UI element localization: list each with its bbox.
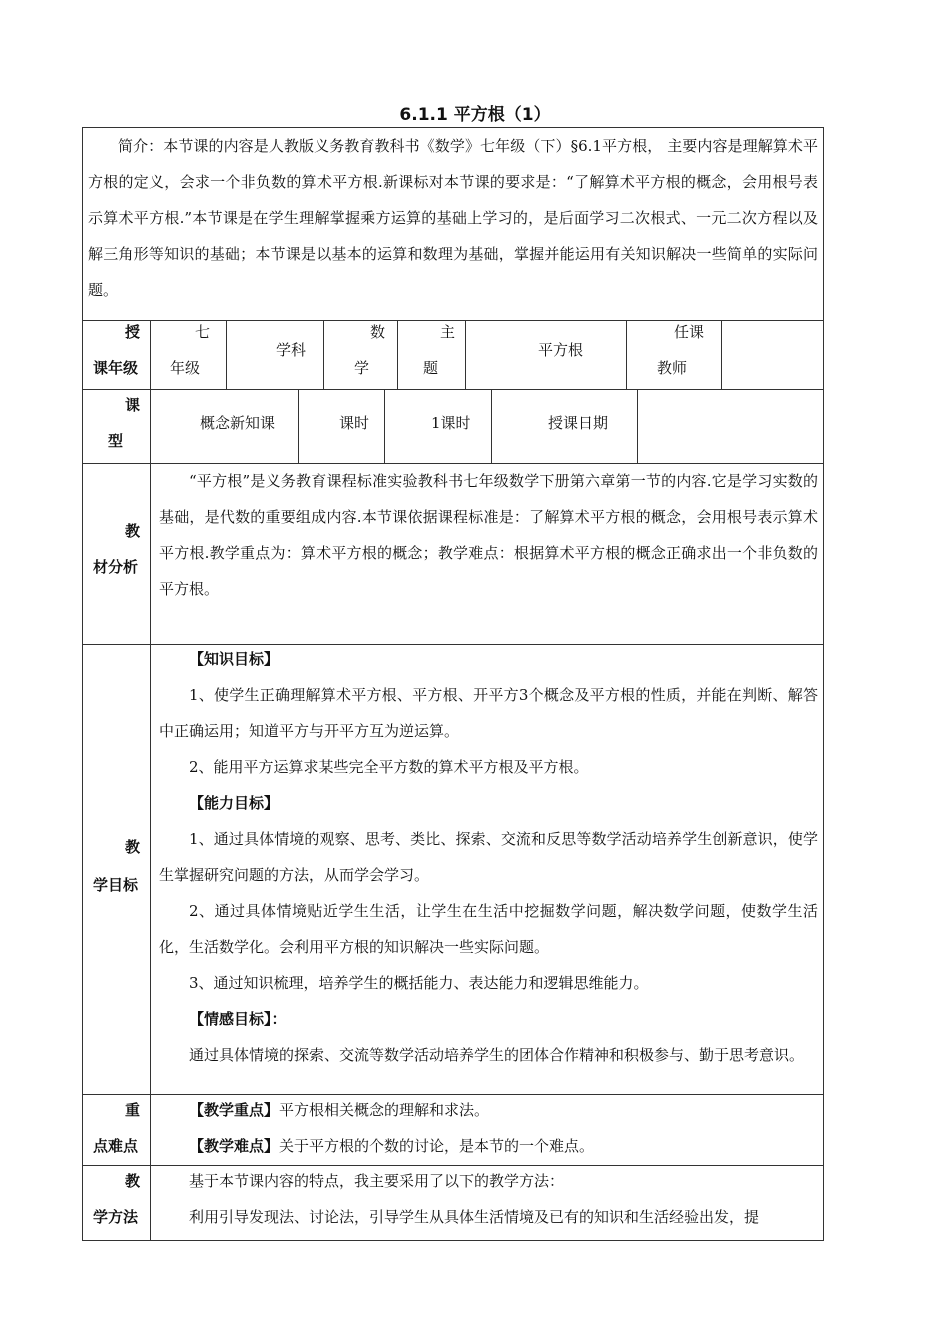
emotion-heading: 【情感目标】： [189, 1010, 287, 1028]
analysis-text [159, 463, 818, 607]
grade-value-line2: 年级 [170, 359, 201, 377]
grade-label-line1: 授 [125, 323, 141, 341]
keypoints-label-line2: 点难点 [93, 1137, 139, 1155]
keypoints-label-line1: 重 [125, 1101, 141, 1119]
lesson-type-value: 概念新知课 [200, 414, 276, 432]
emotion-item-1: 通过具体情境的探索、交流等数学活动培养学生的团体合作精神和积极参与、勤于思考意识。 [189, 1046, 805, 1064]
ability-item-3: 3、通过知识梳理，培养学生的概括能力、表达能力和逻辑思维能力。 [189, 974, 649, 992]
grade-value-line1: 七 [195, 323, 211, 341]
focus-text: 平方根相关概念的理解和求法。 [279, 1101, 490, 1119]
focus-heading: 【教学重点】 [189, 1101, 280, 1119]
subject-label: 学科 [276, 341, 307, 359]
knowledge-item-2: 2、能用平方运算求某些完全平方数的算术平方根及平方根。 [189, 758, 589, 776]
objectives-label-line2: 学目标 [93, 876, 139, 894]
methods-line-1: 基于本节课内容的特点，我主要采用了以下的教学方法： [189, 1172, 565, 1190]
subject-value-line1: 数 [370, 323, 386, 341]
type-label-line2: 型 [108, 432, 124, 450]
difficulty-line [189, 1128, 594, 1164]
topic-label-line1: 主 [440, 323, 456, 341]
grade-label-line2: 课年级 [93, 359, 139, 377]
intro-paragraph: 简介：本节课的内容是人教版义务教育教科书《数学》七年级（下）§6.1平方根， 主要内容是理解算术平方根的定义，会求一个非负数的算术平方根.新课标对本节课的要求是：“了解算术平方根的概念，会用根号表示算术平方根.”本节课是在学生理解掌握乘方运算的基础上学习的，是后面学习二次根式、一元二次方程以及解三角形等知识的基础；本节课是以基本的运算和数理为基础，掌握并能运用有关知识解决一些简单的实际问题。 [88, 137, 818, 299]
analysis-label-line1: 教 [125, 522, 141, 540]
difficulty-heading: 【教学难点】 [189, 1137, 280, 1155]
analysis-paragraph: “平方根”是义务教育课程标准实验教科书七年级数学下册第六章第一节的内容.它是学习实数的基础，是代数的重要组成内容.本节课依据课程标准是：了解算术平方根的概念，会用根号表示算术平方根.教学重点为：算术平方根的概念；教学难点：根据算术平方根的概念正确求出一个非负数的平方根。 [159, 472, 818, 598]
objectives-text [159, 641, 818, 1073]
subject-value-line2: 学 [354, 359, 370, 377]
ability-item-2: 2、通过具体情境贴近学生生活，让学生在生活中挖掘数学问题，解决数学问题，使数学生活化，生活数学化。会利用平方根的知识解决一些实际问题。 [159, 902, 818, 956]
topic-value: 平方根 [538, 341, 584, 359]
objectives-label-line1: 教 [125, 838, 141, 856]
difficulty-text: 关于平方根的个数的讨论，是本节的一个难点。 [279, 1137, 595, 1155]
teacher-label-line1: 任课 [674, 323, 705, 341]
methods-label-line1: 教 [125, 1172, 141, 1190]
topic-label-line2: 题 [423, 359, 439, 377]
methods-label-line2: 学方法 [93, 1208, 139, 1226]
teacher-label-line2: 教师 [657, 359, 688, 377]
methods-line-2: 利用引导发现法、讨论法，引导学生从具体生活情境及已有的知识和生活经验出发，提 [189, 1208, 760, 1226]
focus-line [189, 1092, 489, 1128]
analysis-label-line2: 材分析 [93, 558, 139, 576]
hours-label: 课时 [339, 414, 370, 432]
date-label: 授课日期 [548, 414, 609, 432]
intro-text [88, 128, 818, 308]
page-title: 6.1.1 平方根（1） [399, 105, 551, 125]
ability-heading: 【能力目标】 [189, 794, 280, 812]
ability-item-1: 1、通过具体情境的观察、思考、类比、探索、交流和反思等数学活动培养学生创新意识，使学生掌握研究问题的方法，从而学会学习。 [159, 830, 818, 884]
hours-value: 1课时 [431, 414, 471, 432]
type-label-line1: 课 [125, 396, 141, 414]
knowledge-item-1: 1、使学生正确理解算术平方根、平方根、开平方3个概念及平方根的性质，并能在判断、解答中正确运用；知道平方与开平方互为逆运算。 [159, 686, 818, 740]
knowledge-heading: 【知识目标】 [189, 650, 280, 668]
